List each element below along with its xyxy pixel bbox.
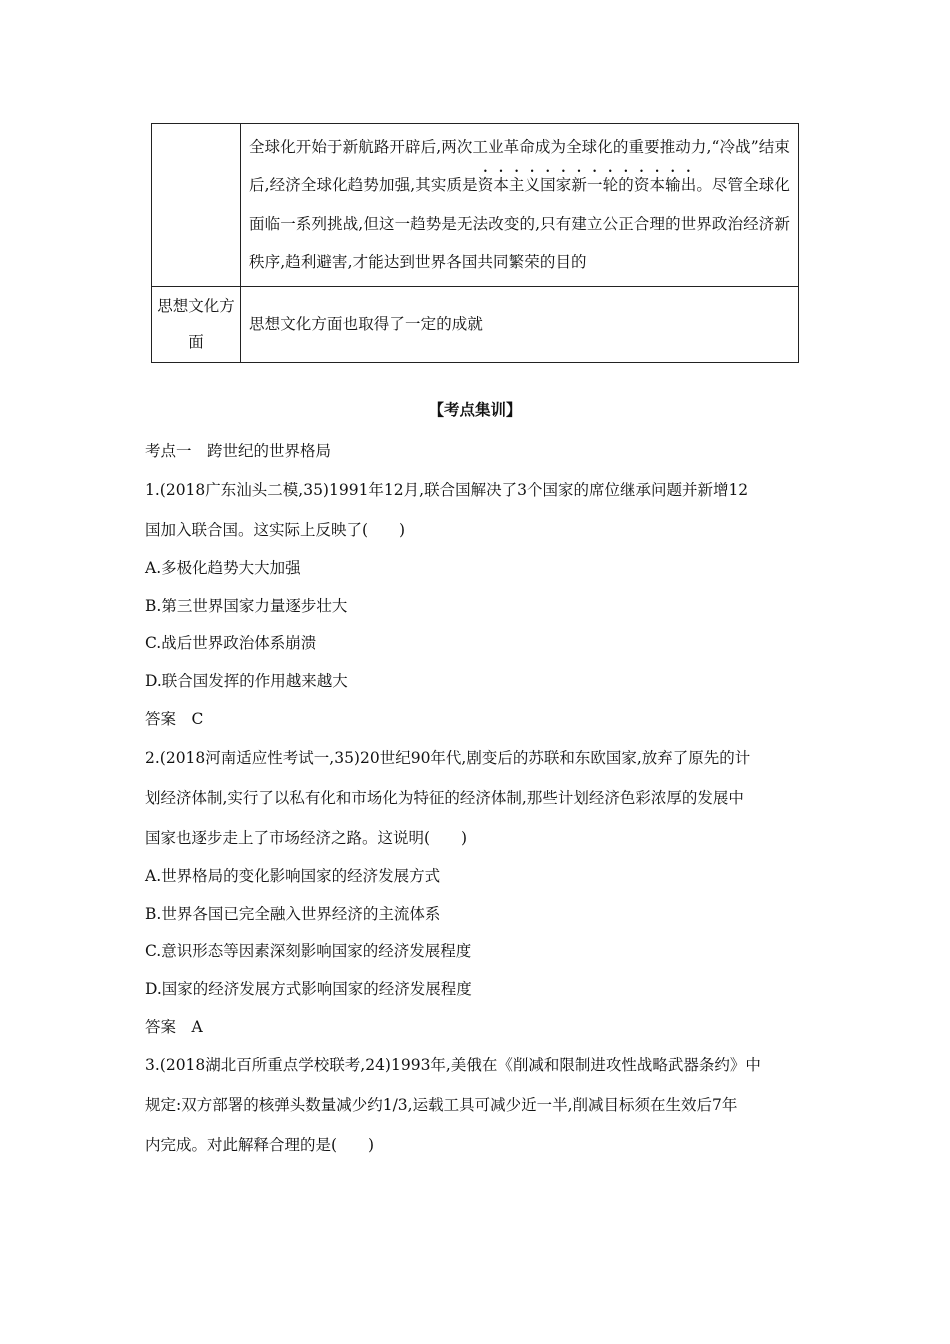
culture-text: 思想文化方面也取得了一定的成就 (249, 315, 484, 334)
globalization-text: 全球化开始于新航路开辟后,两次工业革命成为全球化的重要推动力,“冷战”结束后,经济全球化趋势加强,其实质是资本主义国家新一轮的资本输出。尽管全球化面临一系列挑战,但这一趋势是无法改变的,只有建立公正合理的世界政治经济新秩序,趋利避害,才能达到世界各国共同繁荣的目的 (249, 137, 790, 272)
question-2-stem-line-2: 划经济体制,实行了以私有化和市场化为特征的经济体制,那些计划经济色彩浓厚的发展中 (145, 789, 744, 807)
question-2-answer: 答案 A (145, 1018, 203, 1036)
question-1-option-a: A.多极化趋势大大加强 (145, 559, 301, 577)
question-1-stem-line-1: 1.(2018广东汕头二模,35)1991年12月,联合国解决了3个国家的席位继承问题并新增12 (145, 481, 749, 499)
question-3-stem-line-3: 内完成。对此解释合理的是( ) (145, 1136, 375, 1154)
table-row (152, 124, 799, 287)
question-1-option-d: D.联合国发挥的作用越来越大 (145, 672, 348, 690)
emphasized-text: 资本主义国家新一轮的资本输出 (477, 176, 697, 195)
question-3-stem-line-2: 规定:双方部署的核弹头数量减少约1/3,运载工具可减少近一半,削减目标须在生效后7年 (145, 1096, 738, 1114)
question-2-stem-line-1: 2.(2018河南适应性考试一,35)20世纪90年代,剧变后的苏联和东欧国家,放弃了原先的计 (145, 749, 751, 767)
row-content (241, 124, 799, 287)
table-row (152, 286, 799, 362)
topic-heading: 考点一 跨世纪的世界格局 (145, 442, 332, 460)
row-label-empty (152, 124, 241, 287)
row-content (241, 286, 799, 362)
section-title: 【考点集训】 (428, 400, 522, 419)
question-1-option-b: B.第三世界国家力量逐步壮大 (145, 597, 348, 615)
question-2-option-c: C.意识形态等因素深刻影响国家的经济发展程度 (145, 942, 472, 960)
summary-table (151, 123, 799, 363)
row-label-culture: 思想文化方面 (152, 286, 241, 362)
question-1-answer: 答案 C (145, 710, 204, 728)
question-2-option-a: A.世界格局的变化影响国家的经济发展方式 (145, 867, 441, 885)
question-2-option-d: D.国家的经济发展方式影响国家的经济发展程度 (145, 980, 472, 998)
question-1-stem-line-2: 国加入联合国。这实际上反映了( ) (145, 521, 406, 539)
question-2-option-b: B.世界各国已完全融入世界经济的主流体系 (145, 905, 441, 923)
question-1-option-c: C.战后世界政治体系崩溃 (145, 634, 317, 652)
question-3-stem-line-1: 3.(2018湖北百所重点学校联考,24)1993年,美俄在《削减和限制进攻性战略武器条约》中 (145, 1056, 761, 1074)
question-2-stem-line-3: 国家也逐步走上了市场经济之路。这说明( ) (145, 829, 468, 847)
